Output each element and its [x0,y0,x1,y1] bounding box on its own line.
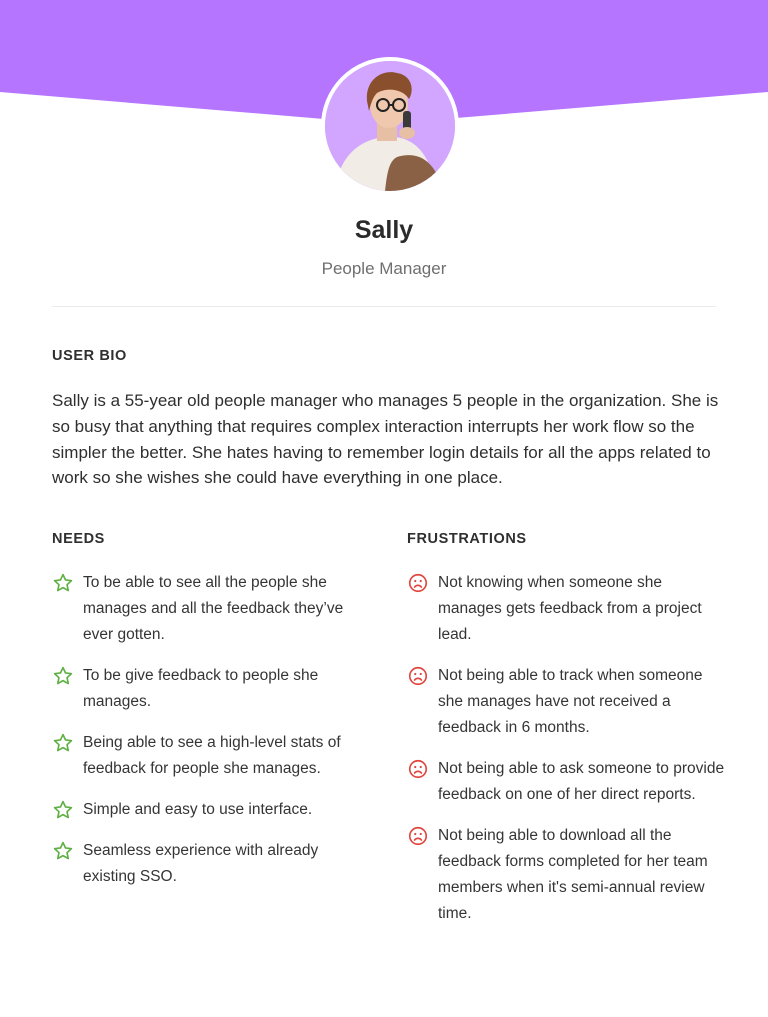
needs-item-text: To be able to see all the people she manages and all the feedback they’ve ever gotten. [83,574,344,643]
bio-text: Sally is a 55-year old people manager who manages 5 people in the organization. She is so busy that anything that requires complex interaction interrupts her work flow so the simpler the better. She hates having to remember login details for all the apps related to work so she wishes she could have everything in one place. [52,391,719,488]
needs-heading: NEEDS [52,531,105,547]
star-icon [52,732,74,754]
divider [52,306,716,307]
needs-item-text: Being able to see a high-level stats of feedback for people she manages. [83,734,341,777]
frustrations-item-text: Not knowing when someone she manages gets feedback from a project lead. [438,574,702,643]
persona-role: People Manager [321,259,447,278]
frustrations-item [407,570,727,648]
star-icon [52,665,74,687]
needs-item [52,797,372,823]
needs-item-text: Seamless experience with already existing SSO. [83,842,319,885]
frown-icon [407,665,429,687]
star-icon [52,572,74,594]
frustrations-item [407,823,727,927]
frustrations-item-text: Not being able to ask someone to provide feedback on one of her direct reports. [438,760,725,803]
frustrations-item [407,663,727,741]
needs-item-text: To be give feedback to people she manages. [83,667,319,710]
needs-item [52,838,372,890]
frown-icon [407,758,429,780]
needs-item [52,663,372,715]
frown-icon [407,825,429,847]
needs-item [52,570,372,648]
bio-heading: USER BIO [52,348,127,364]
frustrations-item-text: Not being able to track when someone she manages have not received a feedback in 6 months. [438,667,703,736]
persona-name: Sally [354,216,414,244]
frustrations-heading: FRUSTRATIONS [407,531,527,547]
needs-list [52,570,372,905]
frown-icon [407,572,429,594]
star-icon [52,840,74,862]
needs-item-text: Simple and easy to use interface. [83,801,313,818]
avatar [321,57,459,195]
frustrations-item-text: Not being able to download all the feedback forms completed for her team members when it's semi-annual review time. [438,827,708,922]
needs-item [52,730,372,782]
frustrations-item [407,756,727,808]
frustrations-list [407,570,727,942]
star-icon [52,799,74,821]
